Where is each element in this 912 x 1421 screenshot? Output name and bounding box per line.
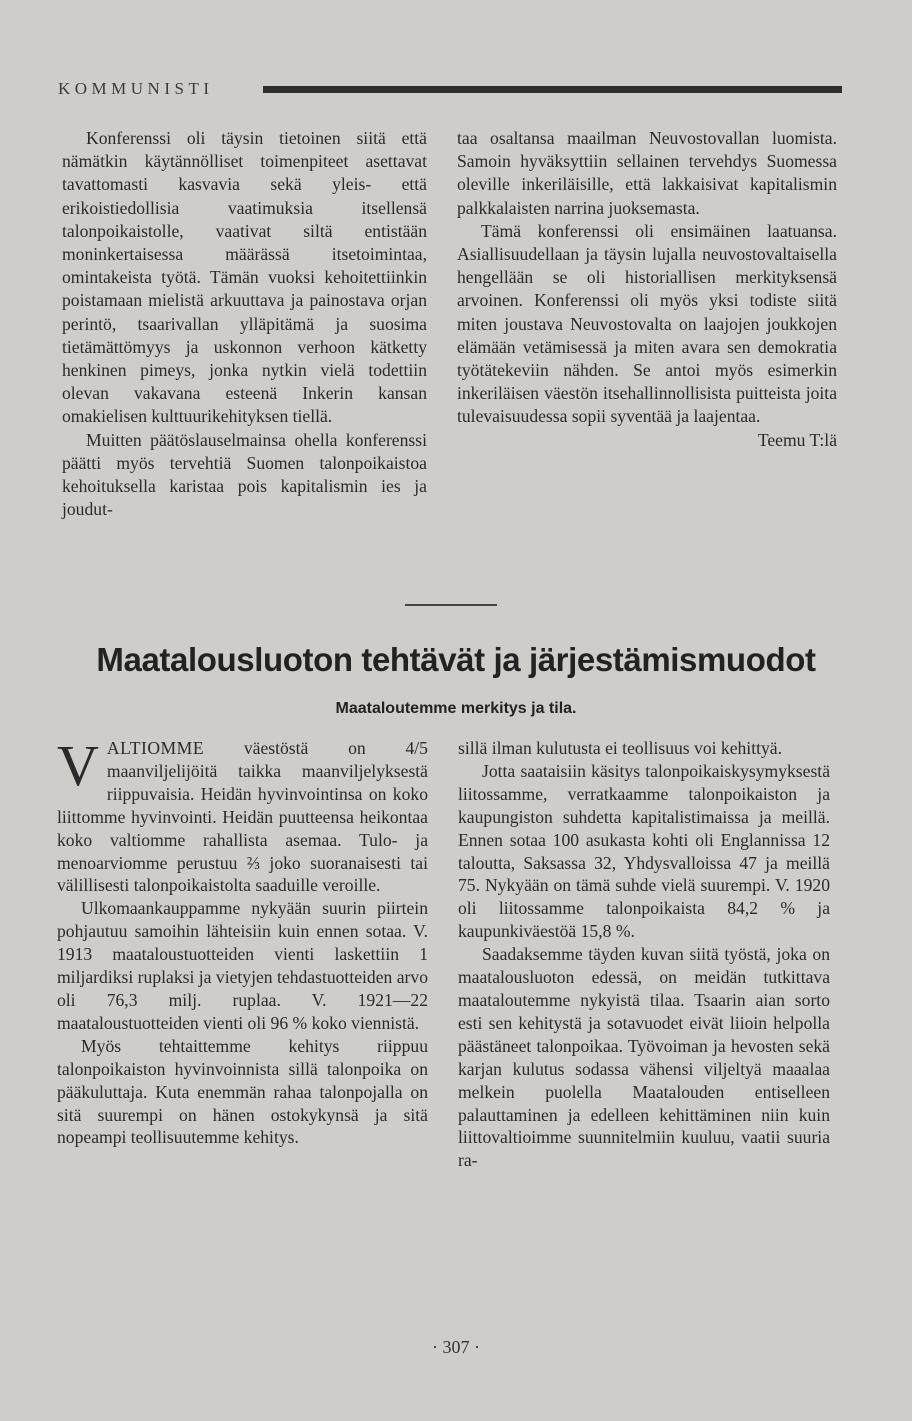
opening-text: väestöstä on 4/5 maanviljelijöitä taikka maanviljelyksestä riippuvaisia. Heidän hyvinvointinsa on koko liittomme hyvinvointi. Heidän puutteensa heikontaa koko valtiomme rahallista asemaa. Tulo- ja menoarviomme perustuu ⅔ joko suoranaisesti tai välillisesti talonpoikaistolta saaduille veroille.	[57, 738, 428, 896]
paragraph: sillä ilman kulutusta ei teollisuus voi kehittyä.	[458, 738, 782, 758]
opening-paragraph	[57, 733, 428, 897]
previous-article-right-column	[457, 127, 837, 452]
paragraph: taa osaltansa maailman Neuvostovallan luomista. Samoin hyväksyttiin sellainen tervehdys Suomessa oleville inkeriläisille, että lakkaisivat kapitalismin palkkalaisten narrina juoksemasta.	[457, 128, 837, 218]
paragraph: Tämä konferenssi oli ensimäinen laatuansa. Asiallisuudellaan ja täysin lujalla neuvostovaltaisella hengellään se oli historiallisen merkityksensä arvoinen. Konferenssi oli myös yksi todiste siitä miten joustava Neuvostovalta on laajojen joukkojen elämään vetämisessä ja miten avara sen demokratia työtätekeviin nähden. Se antoi myös esimerkin inkeriläisen väestön itsehallinnollisista puitteista joita tulevaisuudessa sopii syventää ja laajentaa.	[457, 220, 837, 427]
article-title: Maatalousluoton tehtävät ja järjestämismuodot	[96, 641, 816, 678]
paragraph: Ulkomaankauppamme nykyään suurin piirtein pohjautuu samoihin lähteisiin kuin ennen sotaa. V. 1913 maataloustuotteiden vienti laskettiin 1 miljardiksi ruplaksi ja vietyjen tehdastuotteiden arvo oli 76,3 milj. ruplaa. V. 1921—22 maataloustuotteiden vienti oli 96 % koko viennistä.	[57, 898, 428, 1033]
section-divider	[405, 604, 497, 606]
running-header	[58, 78, 842, 102]
paragraph: Saadaksemme täyden kuvan siitä työstä, joka on maatalousluoton edessä, on meidän tutkittava maataloutemme nykyistä tilaa. Tsaarin aian sorto esti sen kehitystä ja sotavuodet eivät liioin helpolla päästäneet talonpoikaa. Työvoiman ja hevosten sekä karjan kulutus sodassa vähensi viljeltyä maaalaa melkein puolella Maatalouden entiselleen palauttaminen ja edelleen kehittäminen niin kuin liittovaltioimme suunnitelmiin kuuluu, vaatii suuria ra-	[458, 944, 830, 1171]
author-signature: Teemu T:lä	[757, 429, 837, 450]
paragraph: Muitten päätöslauselmainsa ohella konferenssi päätti myös tervehtiä Suomen talonpoikaistoa kehoituksella karistaa pois kapitalismin ies ja joudut-	[62, 429, 427, 520]
paragraph: Jotta saataisiin käsitys talonpoikaiskysymyksestä liitossamme, verratkaamme talonpoikaiston ja kaupungiston suhdetta kapitalistimaissa ja meillä. Ennen sotaa 100 asukasta kohti oli Englannissa 12 taloutta, Saksassa 32, Yhdysvalloissa 47 ja meillä 75. Nykyään on tämä suhde vielä suurempi. V. 1920 oli liitossamme talonpoikaista 84,2 % ja kaupunkiväestöä 15,8 %.	[458, 760, 830, 942]
previous-article-left-column	[62, 127, 427, 521]
article-subtitle: Maataloutemme merkitys ja tila.	[335, 700, 577, 717]
magazine-title: KOMMUNISTI	[58, 78, 220, 100]
article-left-column	[57, 733, 428, 1149]
header-rule	[263, 86, 842, 93]
drop-cap: V	[57, 733, 99, 798]
page-number: · 307 ·	[432, 1337, 480, 1357]
paragraph: Konferenssi oli täysin tietoinen siitä että nämätkin käytännölliset toimenpiteet asettavat tavattomasti kasvavia sekä yleis- että erikoistiedollisia vaatimuksia itsellensä talonpoikaistolle, vaativat siltä entistään moninkertaisessa määrässä itsetoimintaa, omintakeista työtä. Tämän vuoksi kehoitettiinkin poistamaan mielistä arkuuttava ja painostava orjan perintö, tsaarivallan ylläpitämä ja suosima tietämättömyys ja uskonnon verhoon kätketty henkinen pimeys, jonka nytkin vielä todettiin olevan vakavana esteenä Inkerin kansan omakielisen kulttuurikehityksen tiellä.	[62, 128, 427, 427]
first-word: ALTIOMME	[106, 738, 205, 758]
article-right-column	[458, 737, 830, 1172]
paragraph: Myös tehtaittemme kehitys riippuu talonpoikaiston hyvinvoinnista sillä talonpoika on pääkuluttaja. Kuta enemmän rahaa talonpojalla on sitä suurempi on hänen ostokykynsä ja sitä nopeampi teollisuutemme kehitys.	[57, 1035, 428, 1148]
